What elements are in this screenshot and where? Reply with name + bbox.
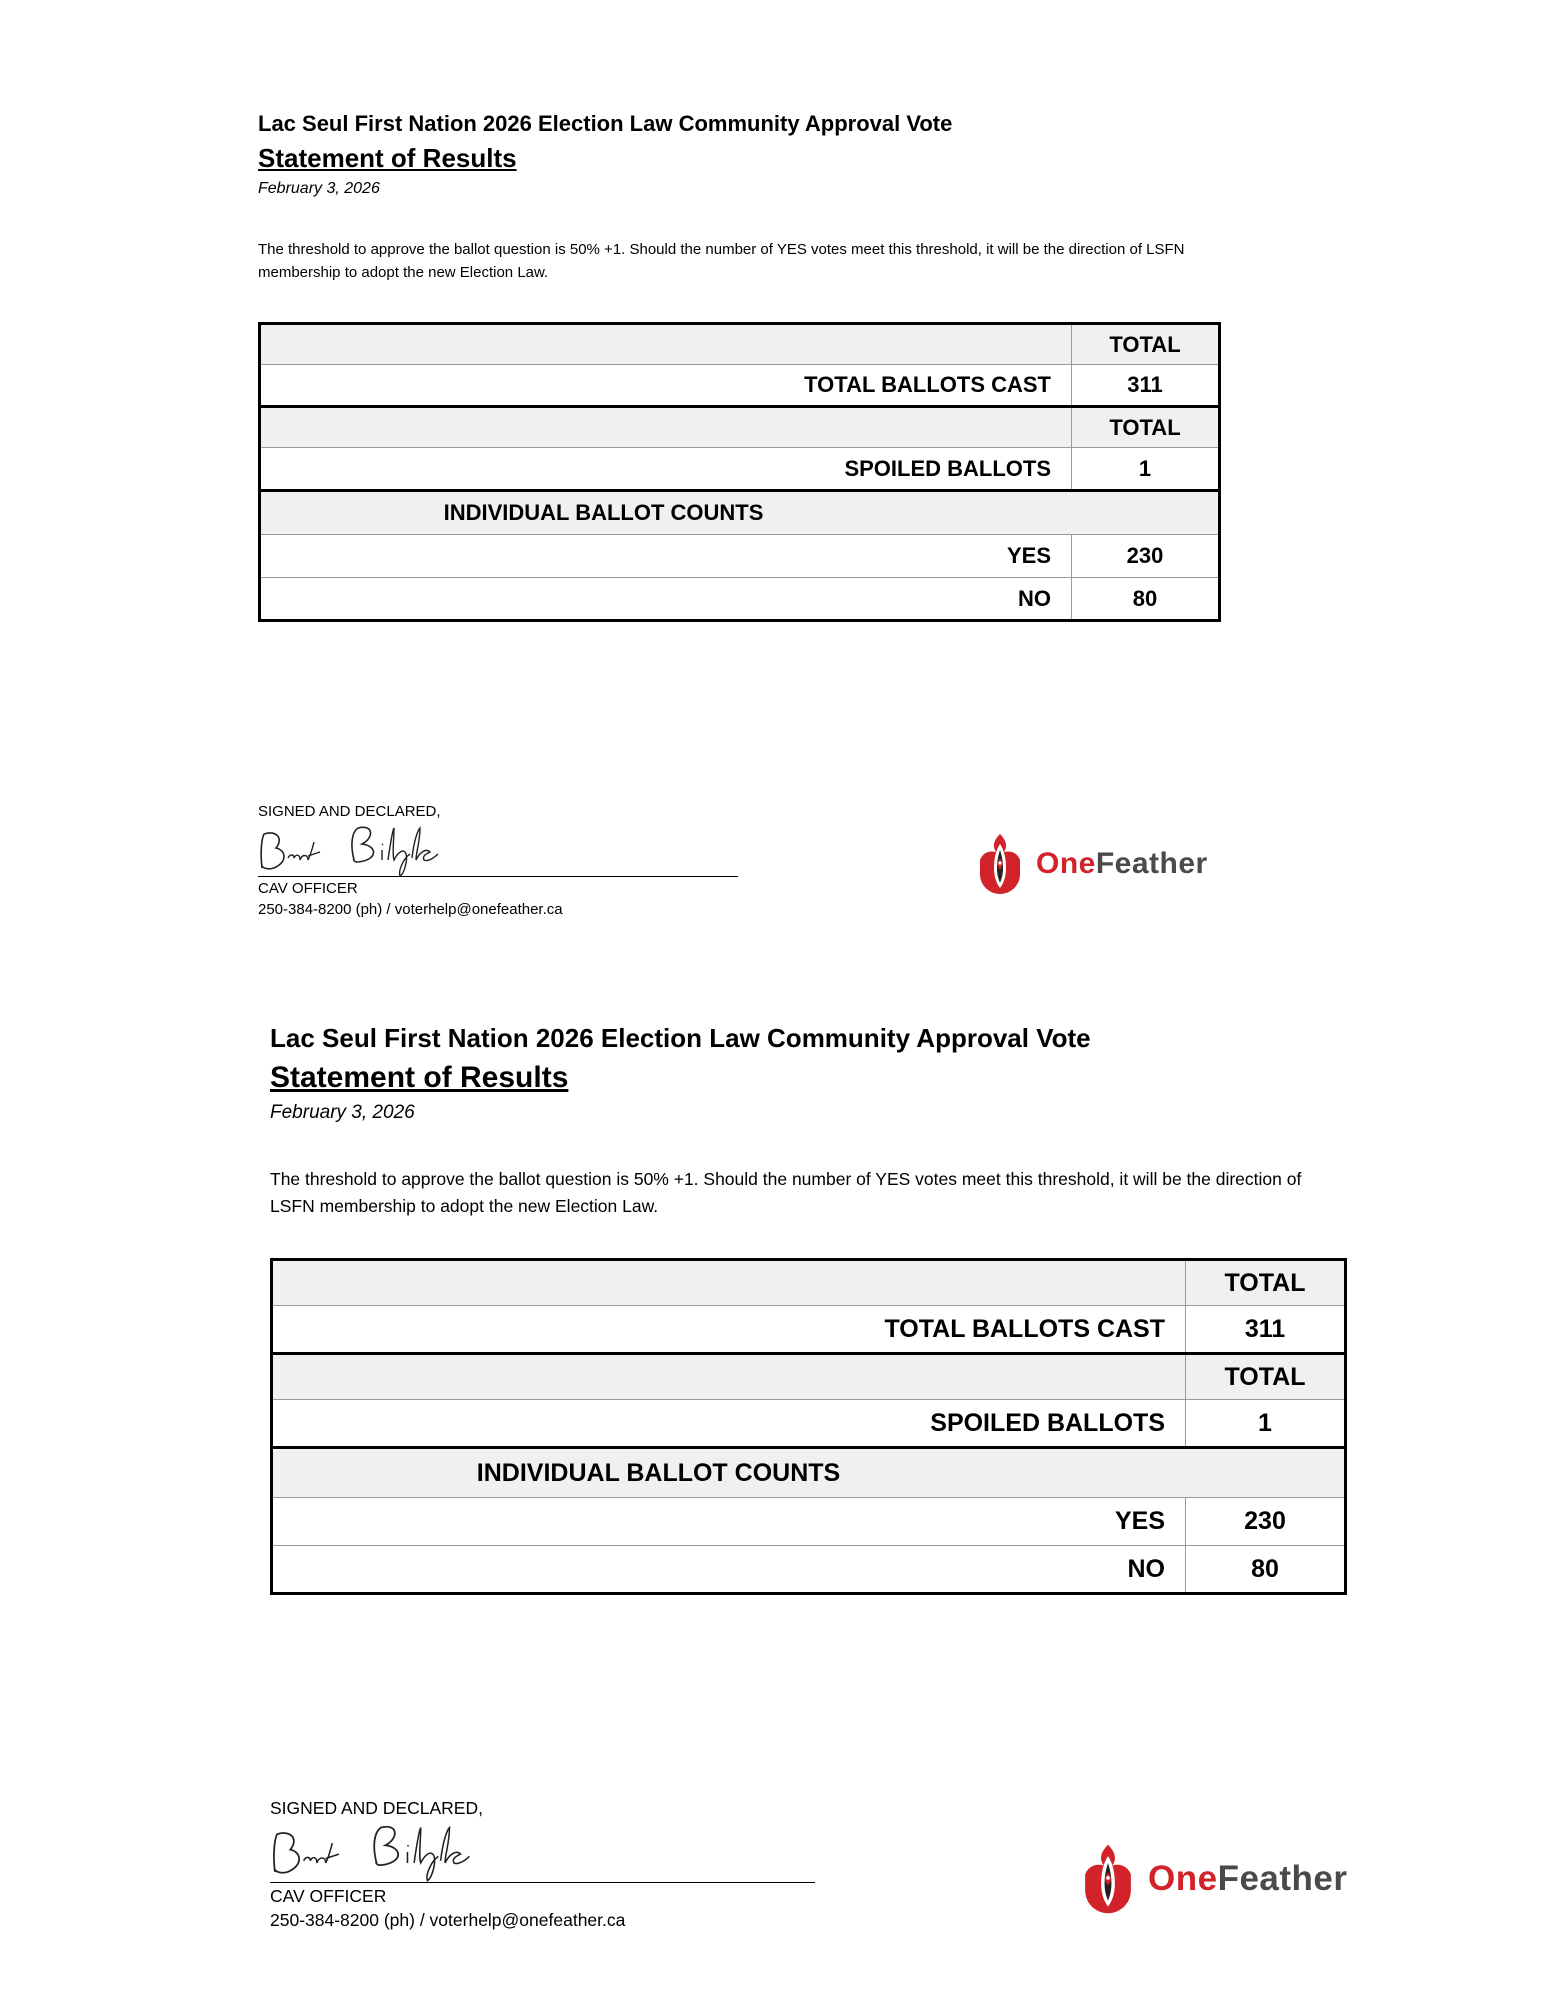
document-title: Lac Seul First Nation 2026 Election Law Community Approval Vote xyxy=(270,1023,1091,1053)
individual-counts-header: INDIVIDUAL BALLOT COUNTS xyxy=(260,491,1220,535)
logo-text-feather: Feather xyxy=(1095,847,1208,880)
total-header: TOTAL xyxy=(1186,1260,1346,1306)
feather-crest-icon xyxy=(972,830,1028,898)
results-table xyxy=(270,1258,1347,1595)
logo-text-one: One xyxy=(1036,847,1096,880)
document-date: February 3, 2026 xyxy=(270,1102,415,1123)
threshold-paragraph: The threshold to approve the ballot question is 50% +1. Should the number of YES votes meet this threshold, it will be the direction of LSFN membership to adopt the new Election Law. xyxy=(270,1169,1302,1217)
total-header: TOTAL xyxy=(1072,324,1220,365)
officer-contact: 250-384-8200 (ph) / voterhelp@onefeather.ca xyxy=(258,901,563,918)
signature-image xyxy=(254,820,444,882)
blank-header-cell xyxy=(272,1354,1186,1400)
onefeather-logo xyxy=(1076,1840,1348,1918)
blank-header-cell xyxy=(260,324,1072,365)
spoiled-ballots-label: SPOILED BALLOTS xyxy=(260,448,1072,491)
spoiled-ballots-value: 1 xyxy=(1072,448,1220,491)
signed-declared-label: SIGNED AND DECLARED, xyxy=(258,803,441,820)
total-header: TOTAL xyxy=(1186,1354,1346,1400)
officer-title: CAV OFFICER xyxy=(270,1886,387,1906)
yes-value: 230 xyxy=(1186,1498,1346,1546)
ballots-cast-label: TOTAL BALLOTS CAST xyxy=(272,1306,1186,1354)
logo-text-one: One xyxy=(1148,1859,1218,1898)
officer-contact: 250-384-8200 (ph) / voterhelp@onefeather.ca xyxy=(270,1910,626,1930)
statement-of-results-1 xyxy=(0,0,1545,980)
spoiled-ballots-value: 1 xyxy=(1186,1400,1346,1448)
document-subtitle: Statement of Results xyxy=(270,1061,569,1094)
blank-header-cell xyxy=(260,407,1072,448)
ballots-cast-label: TOTAL BALLOTS CAST xyxy=(260,365,1072,407)
results-table xyxy=(258,322,1221,622)
individual-counts-header: INDIVIDUAL BALLOT COUNTS xyxy=(272,1448,1346,1498)
document-subtitle: Statement of Results xyxy=(258,143,517,173)
signed-declared-label: SIGNED AND DECLARED, xyxy=(270,1798,483,1818)
ballots-cast-value: 311 xyxy=(1186,1306,1346,1354)
no-label: NO xyxy=(272,1546,1186,1594)
statement-of-results-2 xyxy=(0,1010,1545,1990)
no-value: 80 xyxy=(1186,1546,1346,1594)
document-title: Lac Seul First Nation 2026 Election Law Community Approval Vote xyxy=(258,111,953,136)
yes-label: YES xyxy=(272,1498,1186,1546)
document-date: February 3, 2026 xyxy=(258,180,380,197)
threshold-paragraph: The threshold to approve the ballot question is 50% +1. Should the number of YES votes meet this threshold, it will be the direction of LSFN membership to adopt the new Election Law. xyxy=(258,241,1185,282)
total-header: TOTAL xyxy=(1072,407,1220,448)
signature-image xyxy=(266,1818,476,1888)
yes-value: 230 xyxy=(1072,535,1220,578)
no-label: NO xyxy=(260,578,1072,621)
ballots-cast-value: 311 xyxy=(1072,365,1220,407)
no-value: 80 xyxy=(1072,578,1220,621)
officer-title: CAV OFFICER xyxy=(258,880,358,897)
yes-label: YES xyxy=(260,535,1072,578)
onefeather-logo xyxy=(972,830,1208,898)
feather-crest-icon xyxy=(1076,1840,1140,1918)
logo-text-feather: Feather xyxy=(1217,1859,1348,1898)
blank-header-cell xyxy=(272,1260,1186,1306)
spoiled-ballots-label: SPOILED BALLOTS xyxy=(272,1400,1186,1448)
